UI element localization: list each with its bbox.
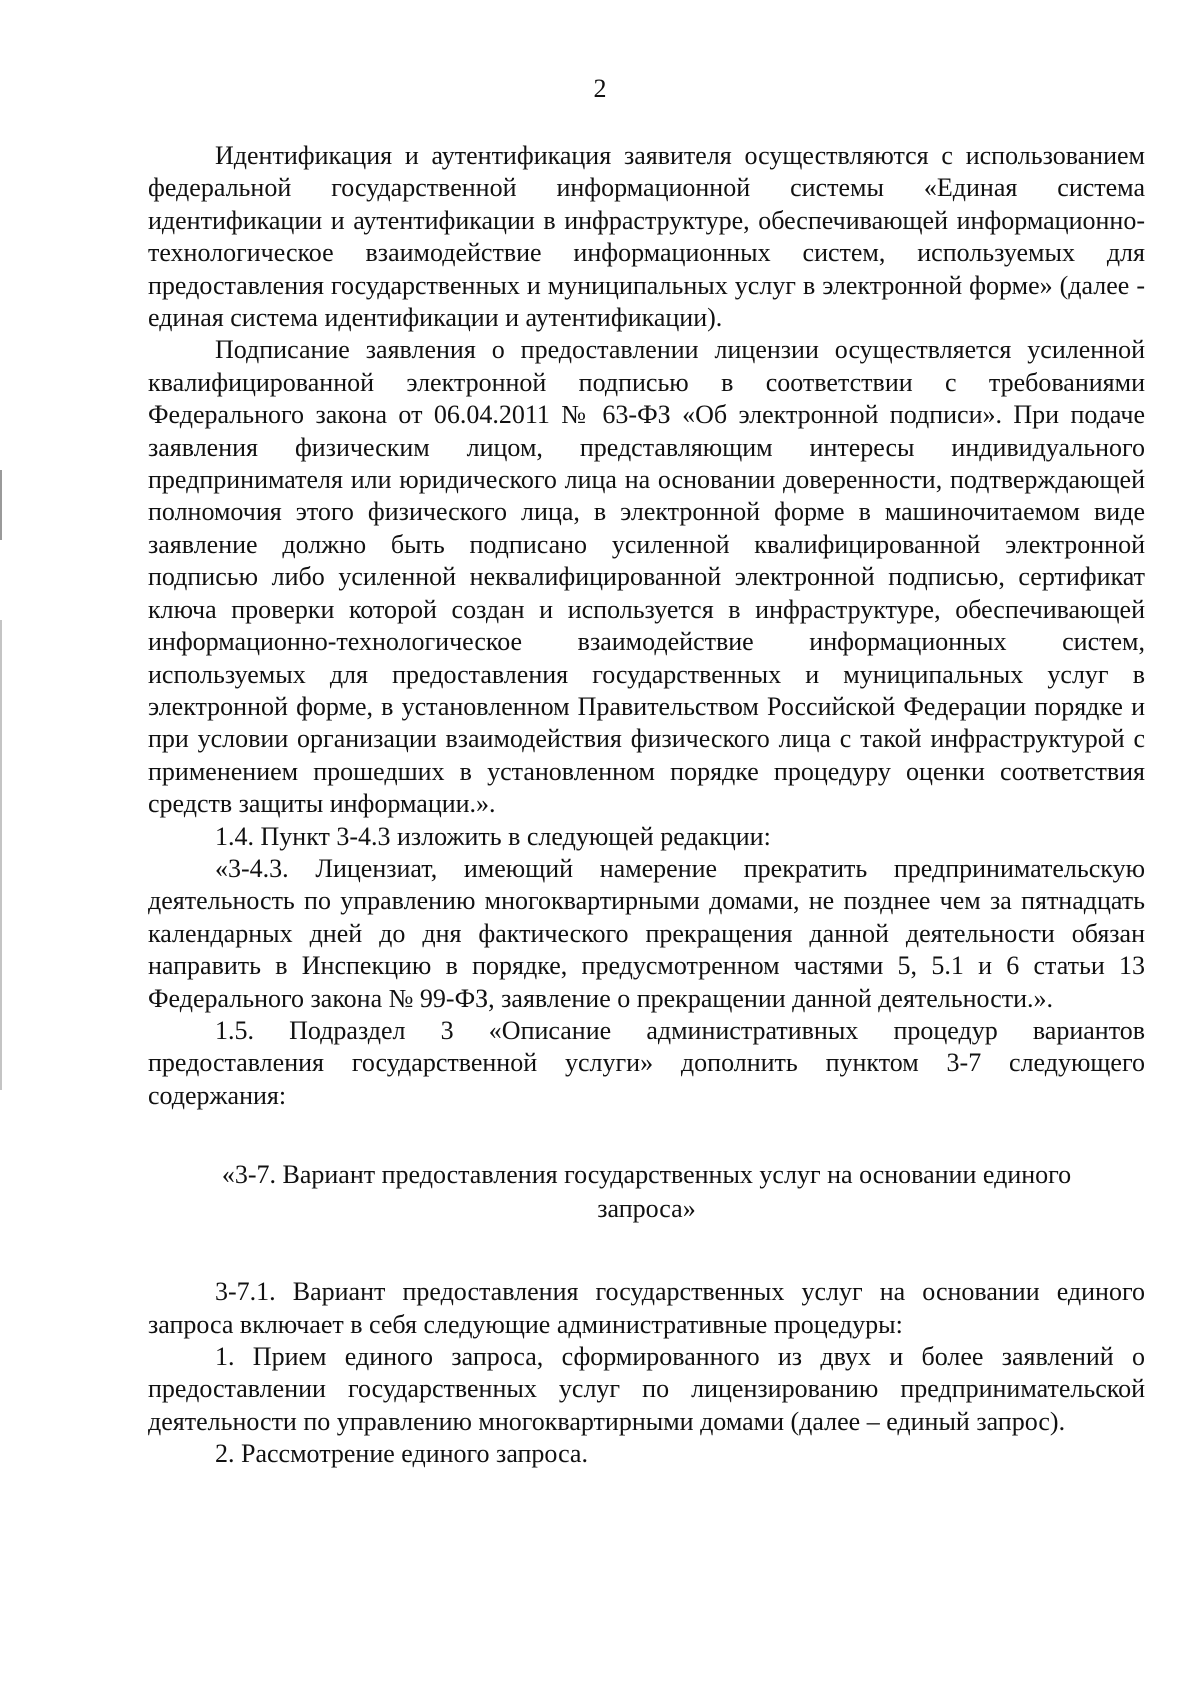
section-heading-line-2: запроса» — [597, 1194, 696, 1224]
scan-edge-mark — [0, 470, 2, 540]
paragraph-procedure-1: 1. Прием единого запроса, сформированного из двух и более заявлений о предоставлении государственных услуг по лицензированию предпринимательской деятельности по управлению многоквартирными домами (далее – единый запрос). — [148, 1342, 1145, 1436]
paragraph-item-1-4: 1.4. Пункт 3-4.3 изложить в следующей редакции: — [215, 821, 771, 851]
paragraph-item-3-4-3: «3-4.3. Лицензиат, имеющий намерение прекратить предпринимательскую деятельность по управлению многоквартирными домами, не позднее чем за пятнадцать календарных дней до дня фактического прекращения данной деятельности обязан направить в Инспекцию в порядке, предусмотренном частями 5, 5.1 и 6 статьи 13 Федерального закона № 99-ФЗ, заявление о прекращении данной деятельности.». — [148, 853, 1145, 1013]
page-number: 2 — [593, 74, 607, 103]
paragraph-item-1-5: 1.5. Подраздел 3 «Описание административных процедур вариантов предоставления государственной услуги» дополнить пунктом 3-7 следующего содержания: — [148, 1015, 1145, 1110]
paragraph-procedure-2: 2. Рассмотрение единого запроса. — [215, 1439, 588, 1469]
section-heading — [148, 1158, 1145, 1226]
paragraph-identification: Идентификация и аутентификация заявителя осуществляются с использованием федеральной государственной информационной системы «Единая система идентификации и аутентификации в инфраструктуре, обеспечивающей информационно-технологическое взаимодействие информационных систем, используемых для предоставления государственных и муниципальных услуг в электронной форме» (далее - единая система идентификации и аутентификации). — [148, 141, 1145, 333]
scan-edge-mark — [0, 620, 2, 1090]
section-heading-line-1: «3-7. Вариант предоставления государственных услуг на основании единого — [221, 1160, 1072, 1190]
paragraph-item-3-7-1: 3-7.1. Вариант предоставления государственных услуг на основании единого запроса включает в себя следующие административные процедуры: — [148, 1277, 1145, 1339]
paragraph-signature: Подписание заявления о предоставлении лицензии осуществляется усиленной квалифицированной электронной подписью в соответствии с требованиями Федерального закона от 06.04.2011 № 63-ФЗ «Об электронной подписи». При подаче заявления физическим лицом, представляющим интересы индивидуального предпринимателя или юридического лица на основании доверенности, подтверждающей полномочия этого физического лица, в электронной форме в машиночитаемом виде заявление должно быть подписано усиленной квалифицированной электронной подписью либо усиленной неквалифицированной электронной подписью, сертификат ключа проверки которой создан и используется в инфраструктуре, обеспечивающей информационно-технологическое взаимодействие информационных систем, используемых для предоставления государственных и муниципальных услуг в электронной форме, в установленном Правительством Российской Федерации порядке и при условии организации взаимодействия физического лица с такой инфраструктурой с применением прошедших в установленном порядке процедуру оценки соответствия средств защиты информации.». — [148, 335, 1145, 819]
document-body — [148, 140, 1145, 1471]
